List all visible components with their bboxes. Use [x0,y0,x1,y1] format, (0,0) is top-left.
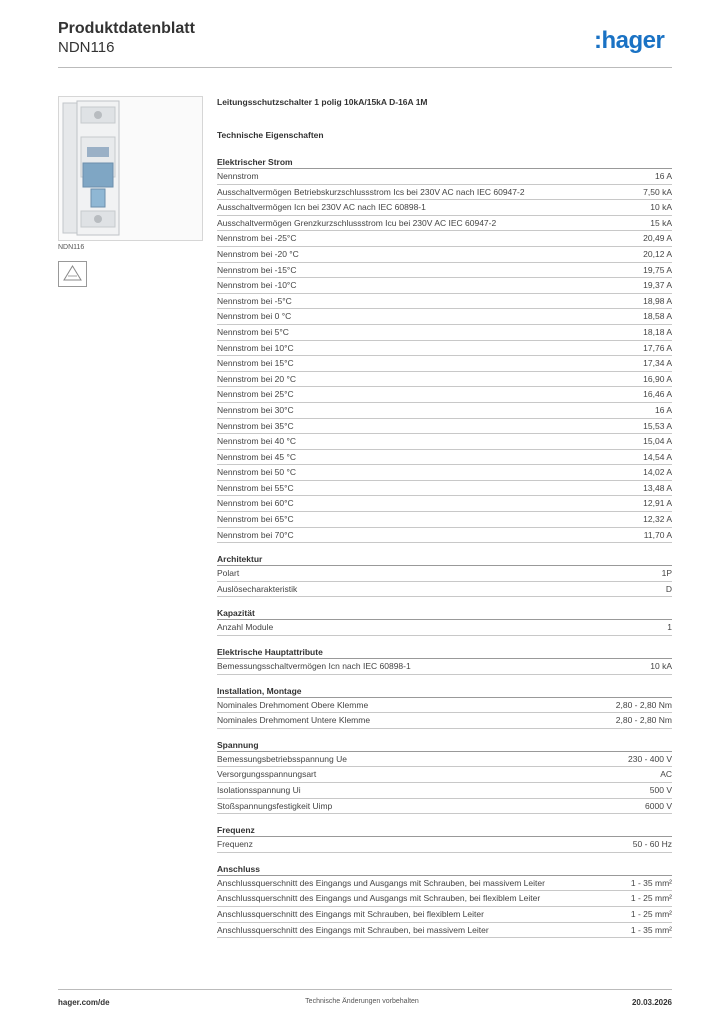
spec-value: 14,54 A [643,451,672,462]
spec-value: 6000 V [645,800,672,811]
spec-value: 50 - 60 Hz [632,839,672,850]
tech-heading: Technische Eigenschaften [217,130,324,140]
header-divider [58,67,672,68]
spec-row [217,278,672,294]
spec-section [217,685,672,729]
spec-label: Nennstrom bei 35°C [217,420,294,431]
spec-value: 1P [661,568,672,579]
spec-row [217,752,672,768]
section-title: Frequenz [217,824,672,837]
spec-row [217,294,672,310]
spec-value: 16,46 A [643,389,672,400]
spec-row [217,465,672,481]
spec-label: Auslösecharakteristik [217,583,298,594]
spec-label: Nennstrom bei -25°C [217,233,297,244]
spec-row [217,481,672,497]
footer-divider [58,989,672,990]
footer-notice: Technische Änderungen vorbehalten [305,998,419,1005]
section-title: Architektur [217,553,672,566]
product-photo [58,96,203,241]
spec-label: Nennstrom bei -10°C [217,280,297,291]
spec-label: Nennstrom bei -20 °C [217,248,299,259]
spec-row [217,837,672,853]
spec-label: Nennstrom bei 60°C [217,498,294,509]
spec-label: Nominales Drehmoment Untere Klemme [217,715,371,726]
spec-row [217,372,672,388]
spec-value: 20,12 A [643,248,672,259]
spec-value: 2,80 - 2,80 Nm [615,715,672,726]
spec-value: 2,80 - 2,80 Nm [615,699,672,710]
spec-label: Nennstrom bei -5°C [217,295,292,306]
spec-value: 10 kA [650,202,672,213]
spec-label: Frequenz [217,839,253,850]
spec-section [217,553,672,597]
spec-value: 20,49 A [643,233,672,244]
spec-value: 17,34 A [643,358,672,369]
spec-row [217,216,672,232]
spec-label: Versorgungsspannungsart [217,769,317,780]
spec-label: Nennstrom bei 20 °C [217,373,296,384]
spec-row [217,876,672,892]
spec-row [217,582,672,598]
spec-value: 18,98 A [643,295,672,306]
footer-website[interactable]: hager.com/de [58,998,110,1007]
document-title: Leitungsschutzschalter 1 polig 10kA/15kA D-16A 1M [217,97,428,107]
spec-value: 1 - 35 mm² [630,924,672,935]
spec-value: D [665,583,672,594]
spec-row [217,620,672,636]
spec-label: Nennstrom bei 25°C [217,389,294,400]
spec-value: 500 V [649,785,672,795]
spec-label: Ausschaltvermögen Icn bei 230V AC nach IEC 60898-1 [217,202,426,213]
page-title: Produktdatenblatt [58,20,195,37]
spec-value: 1 - 35 mm² [630,877,672,888]
spec-value: 10 kA [650,661,672,672]
section-title: Elektrischer Strom [217,156,672,169]
spec-row [217,263,672,279]
spec-value: 15 kA [650,217,672,228]
spec-value: 12,91 A [643,498,672,509]
spec-section [217,739,672,814]
spec-label: Stoßspannungsfestigkeit Uimp [217,800,333,811]
spec-row [217,891,672,907]
product-photo-caption: NDN116 [58,244,85,251]
spec-row [217,698,672,714]
spec-label: Bemessungsbetriebsspannung Ue [217,753,347,764]
spec-label: Nennstrom bei -15°C [217,264,297,275]
spec-row [217,783,672,799]
section-title: Spannung [217,739,672,752]
spec-row [217,231,672,247]
spec-label: Nennstrom bei 30°C [217,404,294,415]
spec-value: 1 [667,622,672,633]
spec-row [217,325,672,341]
spec-row [217,434,672,450]
spec-row [217,767,672,783]
spec-label: Nennstrom bei 55°C [217,482,294,493]
spec-value: 17,76 A [643,342,672,353]
spec-value: 16 A [654,404,672,415]
section-title: Elektrische Hauptattribute [217,646,672,659]
spec-label: Ausschaltvermögen Betriebskurzschlussstrom Ics bei 230V AC nach IEC 60947-2 [217,186,525,197]
spec-row [217,200,672,216]
circuit-breaker-image [59,97,202,240]
footer-date: 20.03.2026 [631,998,672,1007]
spec-row [217,387,672,403]
spec-label: Nominales Drehmoment Obere Klemme [217,699,369,710]
section-title: Kapazität [217,607,672,620]
spec-value: 15,53 A [643,420,672,431]
spec-label: Nennstrom bei 0 °C [217,311,292,322]
product-code: NDN116 [58,39,115,56]
spec-label: Anschlussquerschnitt des Eingangs mit Schrauben, bei massivem Leiter [217,924,489,935]
spec-label: Nennstrom [217,171,259,181]
spec-label: Nennstrom bei 50 °C [217,467,296,478]
spec-value: 13,48 A [643,482,672,493]
spec-label: Anschlussquerschnitt des Eingangs und Ausgangs mit Schrauben, bei massivem Leiter [217,877,545,888]
spec-section [217,863,672,938]
spec-row [217,341,672,357]
spec-row [217,403,672,419]
spec-value: 14,02 A [643,467,672,478]
spec-label: Polart [217,568,240,579]
spec-section [217,824,672,853]
spec-row [217,356,672,372]
spec-section [217,156,672,543]
spec-value: 19,75 A [643,264,672,275]
spec-value: 1 - 25 mm² [630,893,672,904]
spec-label: Nennstrom bei 70°C [217,529,294,540]
spec-value: 19,37 A [643,280,672,291]
spec-row [217,496,672,512]
spec-label: Nennstrom bei 65°C [217,514,294,525]
spec-section [217,646,672,675]
spec-row [217,185,672,201]
spec-row [217,528,672,544]
spec-label: Nennstrom bei 5°C [217,326,289,337]
spec-value: 230 - 400 V [628,753,672,764]
spec-value: 18,58 A [643,311,672,322]
certification-mark-icon [58,261,87,287]
spec-value: 11,70 A [643,529,672,540]
spec-value: 15,04 A [643,436,672,447]
hager-logo[interactable]: :hager [594,27,665,54]
spec-row [217,247,672,263]
spec-row [217,659,672,675]
spec-value: 16,90 A [643,373,672,384]
spec-value: 1 - 25 mm² [630,908,672,919]
spec-value: AC [660,769,672,780]
spec-label: Nennstrom bei 40 °C [217,436,296,447]
spec-value: 12,32 A [643,514,672,525]
spec-label: Bemessungsschaltvermögen Icn nach IEC 60898-1 [217,661,411,672]
spec-section [217,607,672,636]
spec-value: 16 A [654,171,672,181]
spec-value: 7,50 kA [643,186,672,197]
spec-row [217,309,672,325]
spec-row [217,450,672,466]
spec-sections [217,156,672,938]
section-title: Installation, Montage [217,685,672,698]
spec-label: Nennstrom bei 45 °C [217,451,296,462]
spec-label: Anzahl Module [217,622,274,633]
spec-content [217,96,672,948]
spec-label: Ausschaltvermögen Grenzkurzschlussstrom Icu bei 230V AC IEC 60947-2 [217,217,497,228]
spec-row [217,907,672,923]
spec-row [217,799,672,815]
spec-row [217,169,672,185]
spec-row [217,419,672,435]
spec-value: 18,18 A [643,326,672,337]
spec-label: Anschlussquerschnitt des Eingangs mit Schrauben, bei flexiblem Leiter [217,908,484,919]
spec-label: Nennstrom bei 15°C [217,358,294,369]
spec-row [217,512,672,528]
spec-row [217,713,672,729]
spec-row [217,923,672,939]
spec-label: Anschlussquerschnitt des Eingangs und Ausgangs mit Schrauben, bei flexiblem Leiter [217,893,541,904]
spec-label: Nennstrom bei 10°C [217,342,294,353]
section-title: Anschluss [217,863,672,876]
spec-label: Isolationsspannung Ui [217,785,301,795]
spec-row [217,566,672,582]
